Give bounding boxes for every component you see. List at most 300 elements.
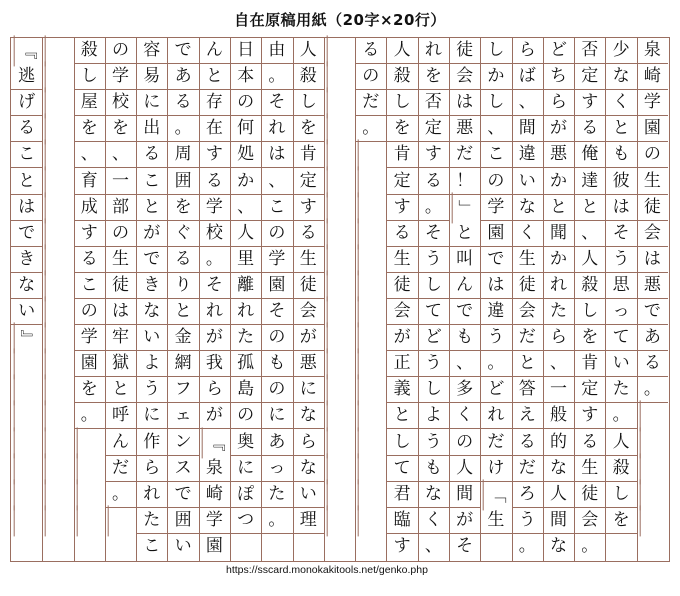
grid-cell: 囲	[167, 508, 198, 534]
grid-cell: れ	[136, 482, 167, 508]
column-divider	[74, 38, 75, 561]
grid-cell: 網	[167, 351, 198, 377]
grid-cell: れ	[480, 403, 511, 429]
grid-cell: 徒	[386, 273, 417, 299]
grid-cell: ん	[449, 273, 480, 299]
grid-cell: 崎	[637, 64, 668, 90]
grid-cell: だ	[512, 456, 543, 482]
grid-cell: 園	[637, 116, 668, 142]
grid-cell: 違	[512, 142, 543, 168]
grid-cell: て	[386, 456, 417, 482]
column-divider	[480, 38, 481, 561]
column-divider	[105, 38, 106, 561]
grid-cell: そ	[456, 536, 474, 557]
grid-cell: な	[11, 273, 42, 299]
grid-column	[324, 38, 355, 561]
grid-cell: 殺	[574, 273, 605, 299]
grid-cell: で	[167, 482, 198, 508]
grid-cell: 生	[512, 247, 543, 273]
grid-cell: ン	[167, 430, 198, 456]
grid-cell: 呼	[105, 403, 136, 429]
grid-cell: て	[605, 325, 636, 351]
grid-column	[42, 38, 73, 561]
grid-cell	[295, 531, 321, 562]
grid-column	[74, 38, 105, 561]
grid-cell: 処	[230, 142, 261, 168]
grid-cell: 我	[199, 351, 230, 377]
grid-cell: 悪	[637, 273, 668, 299]
grid-cell: の	[261, 221, 292, 247]
grid-cell: 殺	[386, 64, 417, 90]
grid-cell: を	[167, 195, 198, 221]
grid-cell: 園	[261, 273, 292, 299]
grid-cell: 殺	[74, 38, 105, 64]
grid-cell: る	[418, 169, 449, 195]
grid-cell	[45, 531, 71, 562]
grid-cell: と	[605, 116, 636, 142]
grid-cell: 在	[199, 116, 230, 142]
grid-cell: が	[293, 325, 324, 351]
grid-cell: て	[418, 299, 449, 325]
grid-cell: 正	[386, 351, 417, 377]
grid-cell: の	[261, 377, 292, 403]
grid-cell: 崎	[199, 482, 230, 508]
grid-cell: と	[543, 195, 574, 221]
grid-cell: な	[549, 536, 567, 557]
grid-cell: な	[136, 299, 167, 325]
grid-cell: ら	[543, 90, 574, 116]
grid-cell: 会	[574, 508, 605, 534]
grid-cell: 。	[74, 403, 105, 429]
grid-cell: こ	[74, 273, 105, 299]
grid-cell: 、	[230, 195, 261, 221]
grid-cell: が	[199, 325, 230, 351]
grid-cell: る	[386, 221, 417, 247]
grid-cell: と	[386, 403, 417, 429]
grid-cell: ら	[543, 325, 574, 351]
grid-cell: の	[230, 90, 261, 116]
grid-cell: 定	[418, 116, 449, 142]
grid-cell: の	[480, 169, 511, 195]
grid-cell	[483, 531, 509, 562]
grid-cell: 、	[105, 142, 136, 168]
grid-cell: 。	[637, 377, 668, 403]
grid-cell: い	[293, 482, 324, 508]
grid-cell	[233, 531, 259, 562]
grid-cell: 。	[581, 536, 599, 557]
grid-cell: そ	[261, 299, 292, 325]
grid-cell: す	[418, 142, 449, 168]
grid-cell: 否	[418, 90, 449, 116]
grid-cell: そ	[261, 90, 292, 116]
grid-cell: る	[136, 142, 167, 168]
grid-cell: が	[386, 325, 417, 351]
grid-cell: に	[293, 377, 324, 403]
grid-cell: 定	[574, 377, 605, 403]
column-divider	[230, 38, 231, 561]
column-divider	[449, 38, 450, 561]
grid-cell: し	[386, 90, 417, 116]
grid-cell: 校	[105, 90, 136, 116]
grid-cell: し	[480, 90, 511, 116]
grid-cell: 泉	[637, 38, 668, 64]
grid-cell: 島	[230, 377, 261, 403]
grid-cell: を	[74, 377, 105, 403]
grid-cell: 、	[512, 90, 543, 116]
grid-cell: 奥	[230, 430, 261, 456]
grid-cell: な	[543, 456, 574, 482]
grid-cell: ！	[449, 169, 480, 195]
grid-cell: れ	[261, 116, 292, 142]
grid-cell: た	[261, 482, 292, 508]
grid-column	[230, 38, 261, 561]
grid-cell: と	[449, 221, 480, 247]
grid-cell: た	[543, 299, 574, 325]
grid-cell: 人	[386, 38, 417, 64]
grid-cell: 成	[74, 195, 105, 221]
grid-cell: 。	[418, 195, 449, 221]
grid-cell: こ	[11, 142, 42, 168]
column-divider	[293, 38, 294, 561]
grid-cell: あ	[637, 325, 668, 351]
grid-cell: だ	[449, 142, 480, 168]
grid-cell: 悪	[449, 116, 480, 142]
grid-cell: が	[136, 221, 167, 247]
grid-cell: ェ	[167, 403, 198, 429]
grid-cell: 殺	[605, 456, 636, 482]
grid-cell: だ	[355, 90, 386, 116]
grid-cell: れ	[199, 299, 230, 325]
grid-cell: 徒	[637, 195, 668, 221]
grid-cell: を	[605, 508, 636, 534]
column-divider	[136, 38, 137, 561]
column-divider	[637, 38, 638, 561]
grid-cell: こ	[480, 142, 511, 168]
grid-cell: 日	[230, 38, 261, 64]
grid-cell: 。	[199, 247, 230, 273]
grid-cell: 定	[293, 169, 324, 195]
grid-cell: る	[637, 351, 668, 377]
grid-cell: た	[605, 377, 636, 403]
grid-cell: 校	[199, 221, 230, 247]
grid-cell: 彼	[605, 169, 636, 195]
grid-cell: も	[449, 325, 480, 351]
grid-cell: 屋	[74, 90, 105, 116]
grid-cell: が	[543, 116, 574, 142]
grid-cell: で	[449, 299, 480, 325]
grid-cell: で	[11, 221, 42, 247]
grid-column	[543, 38, 574, 561]
grid-cell: れ	[543, 273, 574, 299]
grid-cell: 』	[14, 323, 40, 354]
grid-cell: 、	[543, 351, 574, 377]
grid-cell: か	[543, 169, 574, 195]
grid-cell: る	[74, 247, 105, 273]
grid-cell: つ	[230, 508, 261, 534]
column-divider	[512, 38, 513, 561]
grid-column	[167, 38, 198, 561]
grid-cell: も	[261, 351, 292, 377]
column-divider	[42, 38, 43, 561]
grid-cell: 的	[543, 430, 574, 456]
page-title: 自在原稿用紙（20字×20行）	[234, 11, 446, 29]
grid-cell: は	[637, 247, 668, 273]
grid-cell: 。	[355, 116, 386, 142]
grid-cell: 部	[105, 195, 136, 221]
column-divider	[324, 38, 325, 561]
grid-cell: 学	[637, 90, 668, 116]
column-divider	[605, 38, 606, 561]
grid-cell: 間	[543, 508, 574, 534]
grid-cell: ぽ	[230, 482, 261, 508]
grid-cell: 俺	[574, 142, 605, 168]
grid-cell: 間	[512, 116, 543, 142]
grid-cell: と	[199, 64, 230, 90]
grid-cell: と	[167, 299, 198, 325]
grid-cell: る	[167, 90, 198, 116]
grid-cell: す	[74, 221, 105, 247]
grid-cell: 、	[74, 142, 105, 168]
grid-cell: え	[512, 403, 543, 429]
column-divider	[261, 38, 262, 561]
grid-cell: の	[637, 142, 668, 168]
grid-cell: ら	[293, 430, 324, 456]
grid-cell: 人	[449, 456, 480, 482]
grid-cell: 作	[136, 430, 167, 456]
grid-cell: し	[480, 38, 511, 64]
grid-cell: う	[418, 351, 449, 377]
grid-cell: る	[355, 38, 386, 64]
grid-cell: た	[136, 508, 167, 534]
grid-cell: 人	[293, 38, 324, 64]
grid-cell: 定	[386, 169, 417, 195]
grid-cell: い	[512, 169, 543, 195]
grid-cell: き	[136, 273, 167, 299]
grid-cell: 生	[574, 456, 605, 482]
grid-cell: ス	[167, 456, 198, 482]
grid-cell: 存	[199, 90, 230, 116]
grid-cell: る	[199, 169, 230, 195]
grid-cell: 周	[167, 142, 198, 168]
grid-column	[11, 38, 42, 561]
grid-cell: を	[418, 64, 449, 90]
grid-cell: 人	[543, 482, 574, 508]
grid-cell: そ	[418, 221, 449, 247]
grid-cell: ど	[480, 377, 511, 403]
grid-cell: た	[230, 325, 261, 351]
grid-cell: 『	[14, 35, 40, 66]
grid-cell: は	[449, 90, 480, 116]
grid-cell: だ	[480, 430, 511, 456]
column-divider	[418, 38, 419, 561]
column-divider	[167, 38, 168, 561]
grid-cell: き	[11, 247, 42, 273]
grid-cell: 出	[136, 116, 167, 142]
grid-cell: も	[418, 456, 449, 482]
grid-cell: 「	[483, 479, 509, 510]
grid-cell: 会	[637, 221, 668, 247]
grid-cell: 思	[605, 273, 636, 299]
grid-column	[105, 38, 136, 561]
grid-cell: と	[512, 351, 543, 377]
grid-cell: 容	[136, 38, 167, 64]
grid-cell: だ	[512, 325, 543, 351]
grid-cell: と	[136, 195, 167, 221]
grid-cell: 徒	[512, 273, 543, 299]
grid-cell: 、	[480, 116, 511, 142]
grid-cell: 肯	[386, 142, 417, 168]
grid-cell: と	[574, 195, 605, 221]
grid-cell: 。	[105, 482, 136, 508]
grid-cell: 獄	[105, 351, 136, 377]
grid-cell: 殺	[293, 64, 324, 90]
grid-cell: 徒	[105, 273, 136, 299]
grid-cell: る	[574, 116, 605, 142]
grid-cell: 悪	[543, 142, 574, 168]
grid-cell: 。	[261, 508, 292, 534]
grid-cell: 、	[424, 536, 442, 557]
grid-cell: 易	[136, 64, 167, 90]
grid-cell: は	[261, 142, 292, 168]
grid-cell: し	[418, 273, 449, 299]
grid-cell: の	[105, 221, 136, 247]
grid-cell: 育	[74, 169, 105, 195]
grid-cell: が	[199, 403, 230, 429]
grid-cell: で	[480, 247, 511, 273]
grid-cell: 園	[480, 221, 511, 247]
grid-cell: 人	[574, 247, 605, 273]
grid-cell: だ	[105, 456, 136, 482]
grid-cell: 一	[543, 377, 574, 403]
grid-cell: 間	[449, 482, 480, 508]
grid-cell: 会	[386, 299, 417, 325]
grid-cell: な	[293, 456, 324, 482]
grid-cell: し	[605, 482, 636, 508]
grid-cell: の	[74, 299, 105, 325]
grid-cell: ろ	[512, 482, 543, 508]
grid-cell: の	[355, 64, 386, 90]
grid-cell: 学	[480, 195, 511, 221]
grid-cell: こ	[136, 169, 167, 195]
grid-cell: の	[230, 403, 261, 429]
grid-column	[574, 38, 605, 561]
grid-cell: 一	[105, 169, 136, 195]
grid-cell: 園	[74, 351, 105, 377]
grid-cell: 孤	[230, 351, 261, 377]
grid-cell: す	[574, 403, 605, 429]
grid-cell: 逃	[11, 64, 42, 90]
grid-cell: し	[74, 64, 105, 90]
grid-cell: で	[167, 38, 198, 64]
grid-cell: に	[230, 456, 261, 482]
grid-cell: な	[605, 64, 636, 90]
grid-cell	[264, 531, 290, 562]
grid-cell: 『	[201, 427, 227, 458]
grid-cell: こ	[261, 195, 292, 221]
grid-cell: 否	[574, 38, 605, 64]
grid-cell: ど	[418, 325, 449, 351]
grid-cell: 囲	[167, 169, 198, 195]
grid-column	[293, 38, 324, 561]
grid-cell: っ	[261, 456, 292, 482]
grid-cell: 般	[543, 403, 574, 429]
grid-cell: れ	[230, 299, 261, 325]
grid-cell: 人	[230, 221, 261, 247]
grid-cell: も	[605, 142, 636, 168]
grid-cell: 達	[574, 169, 605, 195]
grid-cell: を	[293, 116, 324, 142]
grid-column	[386, 38, 417, 561]
grid-cell: に	[136, 403, 167, 429]
manuscript-grid	[10, 37, 670, 562]
grid-cell: な	[418, 482, 449, 508]
grid-cell: り	[167, 273, 198, 299]
grid-cell: す	[386, 195, 417, 221]
grid-cell: か	[480, 64, 511, 90]
grid-cell: す	[199, 142, 230, 168]
grid-cell: に	[136, 90, 167, 116]
grid-cell: く	[512, 221, 543, 247]
grid-cell: う	[418, 430, 449, 456]
grid-cell: 肯	[574, 351, 605, 377]
grid-cell: 里	[230, 247, 261, 273]
grid-cell: る	[11, 116, 42, 142]
grid-cell: し	[293, 90, 324, 116]
grid-cell: っ	[605, 299, 636, 325]
grid-cell: 生	[386, 247, 417, 273]
grid-cell: 会	[512, 299, 543, 325]
grid-cell: な	[512, 195, 543, 221]
grid-cell: ら	[512, 38, 543, 64]
grid-cell: 。	[605, 403, 636, 429]
grid-cell	[358, 531, 384, 562]
grid-cell: う	[136, 377, 167, 403]
grid-cell: く	[418, 508, 449, 534]
grid-cell: 。	[518, 536, 536, 557]
grid-cell: ち	[543, 64, 574, 90]
grid-cell: ら	[199, 377, 230, 403]
grid-cell: し	[386, 430, 417, 456]
grid-cell: な	[293, 403, 324, 429]
grid-cell: し	[418, 377, 449, 403]
grid-cell: 徒	[574, 482, 605, 508]
grid-column	[637, 38, 668, 561]
grid-column	[261, 38, 292, 561]
grid-cell: 離	[230, 273, 261, 299]
grid-cell: 、	[261, 169, 292, 195]
grid-cell: の	[261, 325, 292, 351]
grid-cell: 人	[605, 430, 636, 456]
grid-cell: い	[605, 351, 636, 377]
grid-cell: よ	[418, 403, 449, 429]
grid-cell: く	[605, 90, 636, 116]
grid-cell: フ	[167, 377, 198, 403]
grid-cell: 生	[480, 508, 511, 534]
grid-cell: に	[261, 403, 292, 429]
grid-cell: は	[11, 195, 42, 221]
grid-cell: 由	[261, 38, 292, 64]
grid-cell: で	[637, 299, 668, 325]
grid-cell: ぐ	[167, 221, 198, 247]
grid-cell: 、	[574, 221, 605, 247]
grid-cell: い	[174, 536, 192, 557]
grid-column	[512, 38, 543, 561]
grid-cell: は	[105, 299, 136, 325]
grid-cell: 金	[167, 325, 198, 351]
grid-cell: 多	[449, 377, 480, 403]
grid-column	[480, 38, 511, 561]
grid-cell: あ	[261, 430, 292, 456]
